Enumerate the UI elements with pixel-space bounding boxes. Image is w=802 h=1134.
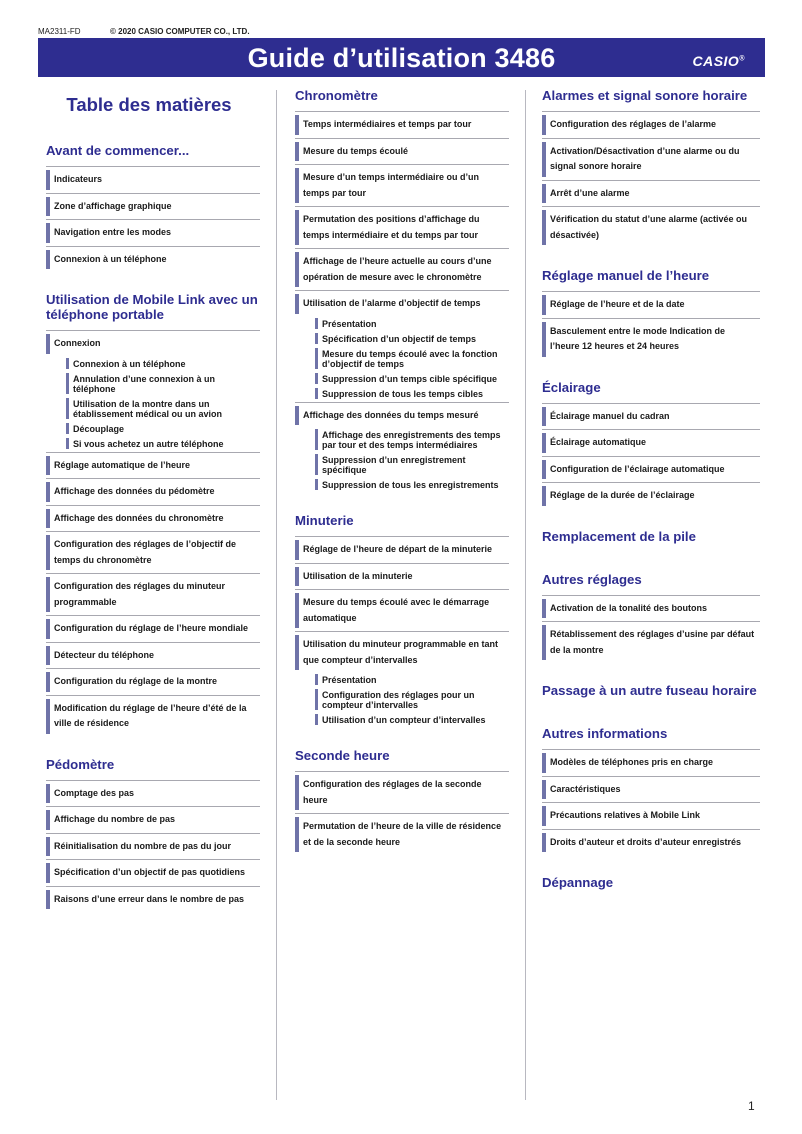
toc-subitem-link[interactable]: Suppression de tous les temps cibles <box>315 387 509 402</box>
toc-item-link[interactable]: Rétablissement des réglages d’usine par défaut de la montre <box>542 621 760 663</box>
toc-item-link[interactable]: Permutation des positions d’affichage du temps intermédiaire et du temps par tour <box>295 206 509 248</box>
toc-item-link[interactable]: Affichage de l’heure actuelle au cours d’une opération de mesure avec le chronomètre <box>295 248 509 290</box>
toc-subitem-link[interactable]: Spécification d’un objectif de temps <box>315 332 509 347</box>
page-number: 1 <box>748 1099 755 1113</box>
toc-item-link[interactable]: Mesure du temps écoulé avec le démarrage automatique <box>295 589 509 631</box>
toc-item-link[interactable]: Configuration des réglages de l’objectif de temps du chronomètre <box>46 531 260 573</box>
toc-item-link[interactable]: Réglage de l’heure de départ de la minuterie <box>295 536 509 563</box>
toc-sections <box>534 88 760 890</box>
toc-item-link[interactable]: Réinitialisation du nombre de pas du jour <box>46 833 260 860</box>
toc-item-link[interactable]: Configuration des réglages du minuteur programmable <box>46 573 260 615</box>
section-heading-link[interactable]: Utilisation de Mobile Link avec un téléphone portable <box>46 292 258 322</box>
toc-item-link[interactable]: Connexion à un téléphone <box>46 246 260 273</box>
column-divider <box>276 90 277 1100</box>
toc-subitem-link[interactable]: Connexion à un téléphone <box>66 357 260 372</box>
toc-item-link[interactable]: Temps intermédiaires et temps par tour <box>295 111 509 138</box>
section-heading-link[interactable]: Alarmes et signal sonore horaire <box>542 88 748 103</box>
toc-item-link[interactable]: Utilisation de la minuterie <box>295 563 509 590</box>
section-heading-link[interactable]: Réglage manuel de l’heure <box>542 268 710 283</box>
casio-logo: CASIO® <box>692 53 745 69</box>
section-heading-link[interactable]: Seconde heure <box>295 748 390 763</box>
copyright-notice: © 2020 CASIO COMPUTER CO., LTD. <box>110 27 250 36</box>
toc-subitem-link[interactable]: Présentation <box>315 317 509 332</box>
toc-item-link[interactable]: Activation/Désactivation d’une alarme ou du signal sonore horaire <box>542 138 760 180</box>
document-title: Guide d’utilisation 3486 <box>247 43 556 73</box>
toc-item-link[interactable]: Spécification d’un objectif de pas quotidiens <box>46 859 260 886</box>
section-heading-link[interactable]: Pédomètre <box>46 756 115 772</box>
section-heading-link[interactable]: Minuterie <box>295 513 354 528</box>
toc-item-link[interactable]: Navigation entre les modes <box>46 219 260 246</box>
toc-subitem-link[interactable]: Configuration des réglages pour un compteur d’intervalles <box>315 688 509 713</box>
toc-item-link[interactable]: Indicateurs <box>46 166 260 193</box>
toc-item-link[interactable]: Raisons d’une erreur dans le nombre de pas <box>46 886 260 913</box>
toc-item-link[interactable]: Basculement entre le mode Indication de l’heure 12 heures et 24 heures <box>542 318 760 360</box>
toc-subitem-link[interactable]: Annulation d’une connexion à un téléphone <box>66 372 260 397</box>
toc-subitem-link[interactable]: Utilisation d’un compteur d’intervalles <box>315 713 509 728</box>
toc-item-link[interactable]: Précautions relatives à Mobile Link <box>542 802 760 829</box>
toc-item-link[interactable]: Modification du réglage de l’heure d’été de la ville de résidence <box>46 695 260 737</box>
toc-item-link[interactable]: Affichage des données du pédomètre <box>46 478 260 505</box>
toc-item-link[interactable]: Vérification du statut d’une alarme (activée ou désactivée) <box>542 206 760 248</box>
toc-sections <box>38 143 260 912</box>
header-banner <box>38 38 765 77</box>
toc-item-link[interactable]: Affichage du nombre de pas <box>46 806 260 833</box>
section-heading-link[interactable]: Avant de commencer... <box>46 143 190 158</box>
toc-item-link[interactable]: Mesure d’un temps intermédiaire ou d’un temps par tour <box>295 164 509 206</box>
toc-item-link[interactable]: Mesure du temps écoulé <box>295 138 509 165</box>
toc-subitem-link[interactable]: Si vous achetez un autre téléphone <box>66 437 260 452</box>
toc-item-link[interactable]: Configuration des réglages de la seconde heure <box>295 771 509 813</box>
document-code: MA2311-FD <box>38 27 81 36</box>
toc-item-link[interactable]: Réglage automatique de l’heure <box>46 452 260 479</box>
toc-item-link[interactable]: Éclairage manuel du cadran <box>542 403 760 430</box>
casio-logo-text: CASIO <box>692 53 740 69</box>
toc-item-link[interactable]: Permutation de l’heure de la ville de résidence et de la seconde heure <box>295 813 509 855</box>
toc-item-link[interactable]: Configuration du réglage de l’heure mondiale <box>46 615 260 642</box>
section-heading-link[interactable]: Remplacement de la pile <box>542 528 696 544</box>
toc-item-link[interactable]: Utilisation de l’alarme d’objectif de temps <box>295 290 509 317</box>
toc-item-link[interactable]: Zone d’affichage graphique <box>46 193 260 220</box>
toc-item-link[interactable]: Activation de la tonalité des boutons <box>542 595 760 622</box>
toc-item-link[interactable]: Configuration des réglages de l’alarme <box>542 111 760 138</box>
toc-item-link[interactable]: Connexion <box>46 330 260 357</box>
section-heading-link[interactable]: Chronomètre <box>295 88 378 103</box>
toc-item-link[interactable]: Comptage des pas <box>46 780 260 807</box>
section-heading-link[interactable]: Passage à un autre fuseau horaire <box>542 683 757 698</box>
toc-item-link[interactable]: Affichage des données du temps mesuré <box>295 402 509 429</box>
toc-item-link[interactable]: Éclairage automatique <box>542 429 760 456</box>
section-heading-link[interactable]: Autres réglages <box>542 571 642 587</box>
toc-item-link[interactable]: Droits d’auteur et droits d’auteur enregistrés <box>542 829 760 856</box>
section-heading-link[interactable]: Éclairage <box>542 379 601 395</box>
toc-item-link[interactable]: Arrêt d’une alarme <box>542 180 760 207</box>
toc-subitem-link[interactable]: Découplage <box>66 422 260 437</box>
toc-item-link[interactable]: Réglage de l’heure et de la date <box>542 291 760 318</box>
toc-column-2 <box>287 88 509 855</box>
toc-subitem-link[interactable]: Mesure du temps écoulé avec la fonction d’objectif de temps <box>315 347 509 372</box>
toc-sections <box>287 88 509 855</box>
toc-subitem-link[interactable]: Suppression d’un enregistrement spécifique <box>315 453 509 478</box>
column-divider <box>525 90 526 1100</box>
section-heading-link[interactable]: Dépannage <box>542 875 614 890</box>
toc-item-link[interactable]: Modèles de téléphones pris en charge <box>542 749 760 776</box>
toc-subitem-link[interactable]: Affichage des enregistrements des temps par tour et des temps intermédiaires <box>315 428 509 453</box>
toc-title: Table des matières <box>66 94 232 115</box>
toc-subitem-link[interactable]: Utilisation de la montre dans un établissement médical ou un avion <box>66 397 260 422</box>
toc-subitem-link[interactable]: Présentation <box>315 673 509 688</box>
section-heading-link[interactable]: Autres informations <box>542 726 668 741</box>
toc-column-1 <box>38 88 260 912</box>
toc-item-link[interactable]: Affichage des données du chronomètre <box>46 505 260 532</box>
toc-item-link[interactable]: Réglage de la durée de l’éclairage <box>542 482 760 509</box>
toc-item-link[interactable]: Utilisation du minuteur programmable en tant que compteur d’intervalles <box>295 631 509 673</box>
toc-item-link[interactable]: Configuration de l’éclairage automatique <box>542 456 760 483</box>
toc-subitem-link[interactable]: Suppression de tous les enregistrements <box>315 478 509 493</box>
toc-item-link[interactable]: Détecteur du téléphone <box>46 642 260 669</box>
toc-item-link[interactable]: Caractéristiques <box>542 776 760 803</box>
toc-item-link[interactable]: Configuration du réglage de la montre <box>46 668 260 695</box>
toc-column-3 <box>534 88 760 898</box>
toc-subitem-link[interactable]: Suppression d’un temps cible spécifique <box>315 372 509 387</box>
